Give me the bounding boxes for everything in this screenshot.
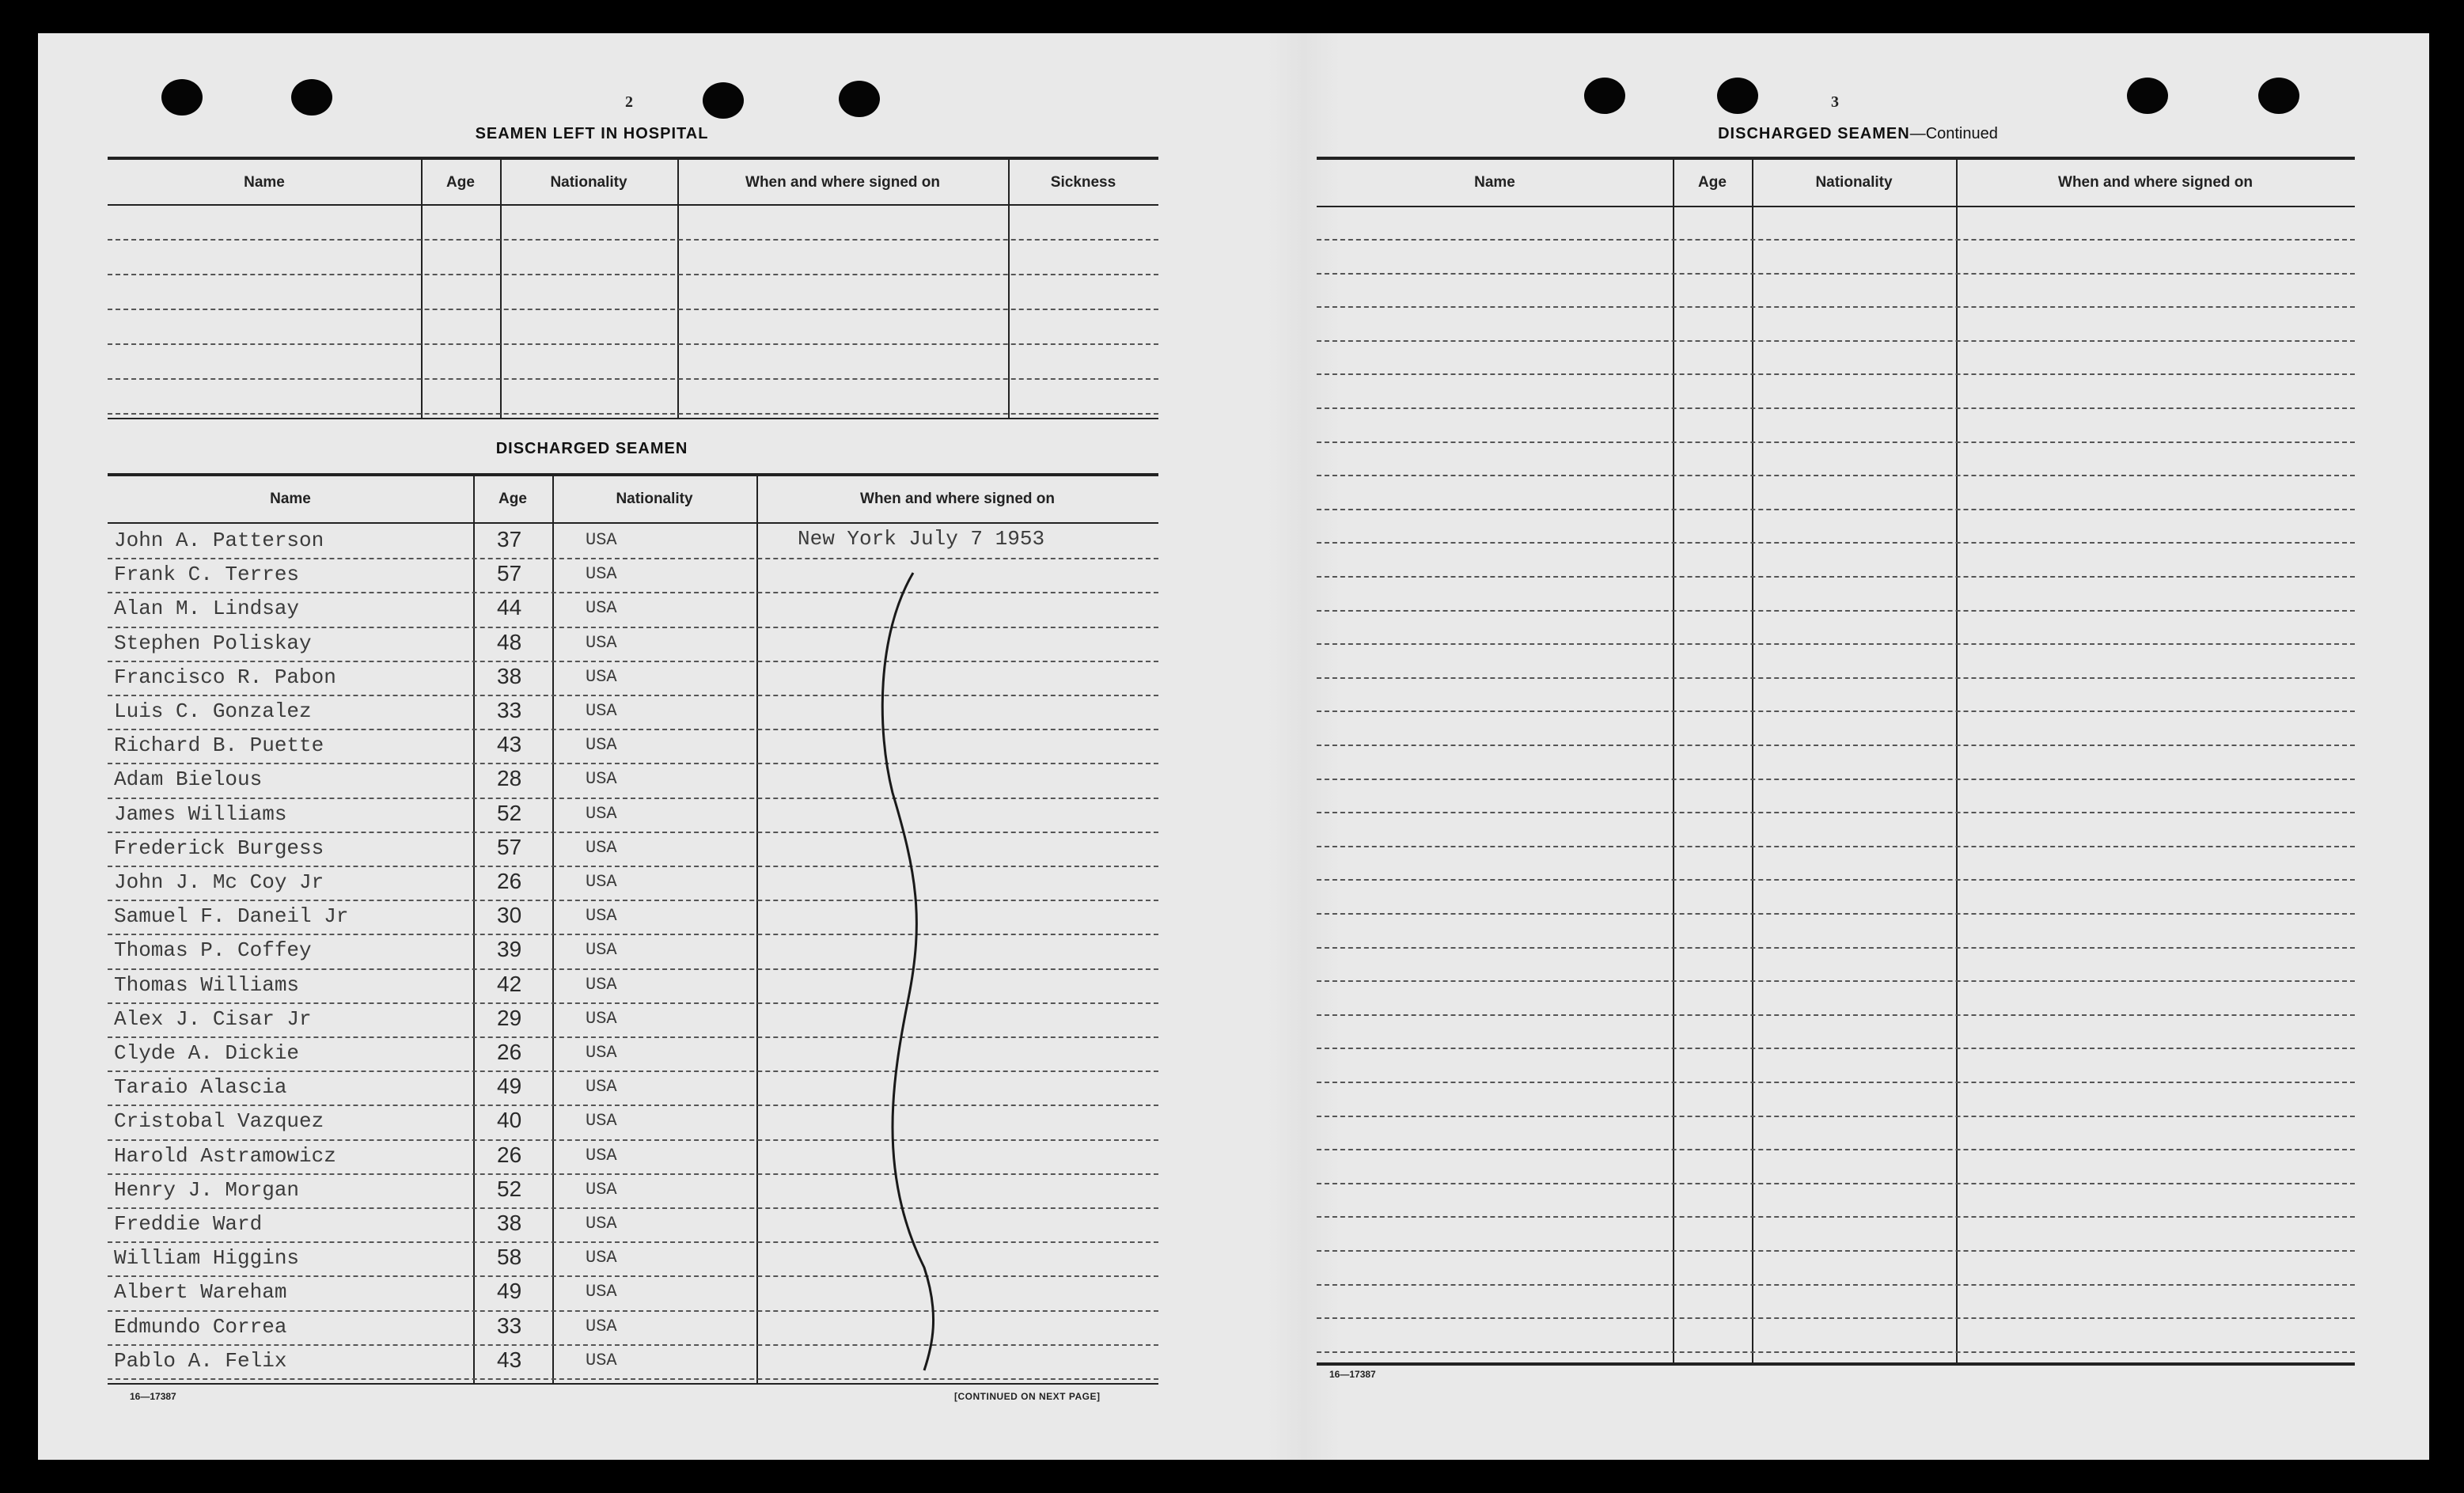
seaman-age: 57 bbox=[497, 834, 522, 859]
row-rule bbox=[1317, 306, 2355, 308]
seaman-name: Stephen Poliskay bbox=[114, 631, 312, 655]
seaman-age: 48 bbox=[497, 629, 522, 654]
row-rule bbox=[1317, 340, 2355, 342]
seaman-age: 38 bbox=[497, 1211, 522, 1235]
row-rule bbox=[1317, 273, 2355, 275]
seaman-age: 43 bbox=[497, 1347, 522, 1372]
seaman-name: Pablo A. Felix bbox=[114, 1348, 287, 1373]
seaman-nationality: USA bbox=[586, 735, 617, 756]
seaman-nationality: USA bbox=[586, 803, 617, 824]
seaman-name: Frank C. Terres bbox=[114, 563, 300, 587]
seaman-age: 26 bbox=[497, 869, 522, 893]
ditto-line bbox=[882, 573, 933, 1370]
row-rule bbox=[1317, 475, 2355, 476]
seaman-age: 39 bbox=[497, 937, 522, 962]
row-rule bbox=[1317, 1082, 2355, 1083]
row-rule bbox=[1317, 913, 2355, 915]
seaman-nationality: USA bbox=[586, 598, 617, 619]
row-rule bbox=[1317, 1116, 2355, 1117]
seaman-name: Luis C. Gonzalez bbox=[114, 699, 312, 723]
column-header: Name bbox=[1474, 174, 1515, 191]
seaman-nationality: USA bbox=[586, 1077, 617, 1097]
row-rule bbox=[1317, 711, 2355, 712]
seaman-nationality: USA bbox=[586, 974, 617, 995]
row-rule bbox=[1317, 1014, 2355, 1016]
seaman-nationality: USA bbox=[586, 564, 617, 585]
seaman-name: Harold Astramowicz bbox=[114, 1143, 336, 1168]
signed-on-entry: New York July 7 1953 bbox=[798, 527, 1045, 551]
seaman-name: Cristobal Vazquez bbox=[114, 1109, 324, 1134]
column-header: Age bbox=[498, 491, 527, 507]
seaman-nationality: USA bbox=[586, 1214, 617, 1233]
row-rule bbox=[1317, 509, 2355, 510]
column-header: Nationality bbox=[616, 491, 693, 507]
seaman-nationality: USA bbox=[586, 1316, 617, 1336]
continued-section-title bbox=[1510, 125, 2206, 143]
seaman-name: Alan M. Lindsay bbox=[114, 597, 300, 621]
document-sheet bbox=[38, 33, 2429, 1460]
seaman-nationality: USA bbox=[586, 666, 617, 687]
row-rule bbox=[1317, 373, 2355, 375]
seaman-nationality: USA bbox=[586, 940, 617, 961]
seaman-age: 58 bbox=[497, 1245, 522, 1270]
discharged-section-title: DISCHARGED SEAMEN bbox=[495, 440, 688, 457]
seaman-age: 57 bbox=[497, 561, 522, 586]
seaman-name: Taraio Alascia bbox=[114, 1075, 287, 1100]
seaman-nationality: USA bbox=[586, 632, 617, 653]
seaman-name: Samuel F. Daneil Jr bbox=[114, 904, 349, 929]
form-number-right: 16—17387 bbox=[1329, 1369, 1376, 1380]
seaman-name: William Higgins bbox=[114, 1246, 300, 1271]
seaman-name: James Williams bbox=[114, 801, 287, 826]
row-rule bbox=[1317, 779, 2355, 780]
column-header: Name bbox=[270, 491, 311, 507]
row-rule bbox=[1317, 846, 2355, 847]
row-rule bbox=[1317, 745, 2355, 746]
seaman-name: John J. Mc Coy Jr bbox=[114, 870, 324, 894]
row-rule bbox=[1317, 980, 2355, 982]
row-rule bbox=[1317, 542, 2355, 544]
row-rule bbox=[1317, 407, 2355, 409]
seaman-name: Edmundo Correa bbox=[114, 1314, 287, 1339]
row-rule bbox=[1317, 1048, 2355, 1049]
seaman-name: Thomas P. Coffey bbox=[114, 938, 312, 963]
row-rule bbox=[1317, 1216, 2355, 1218]
column-divider bbox=[1956, 157, 1958, 1362]
row-rule bbox=[1317, 610, 2355, 612]
row-rule bbox=[1317, 879, 2355, 881]
seaman-name: Albert Wareham bbox=[114, 1280, 287, 1305]
seaman-name: Henry J. Morgan bbox=[114, 1177, 300, 1202]
seaman-age: 26 bbox=[497, 1040, 522, 1064]
column-header: Nationality bbox=[550, 174, 627, 191]
seaman-name: John A. Patterson bbox=[114, 529, 324, 552]
row-rule bbox=[1317, 677, 2355, 679]
table-bottom-rule bbox=[1317, 1362, 2355, 1366]
row-rule bbox=[1317, 1149, 2355, 1150]
seaman-age: 44 bbox=[497, 595, 522, 620]
row-rule bbox=[1317, 1250, 2355, 1252]
column-divider bbox=[1673, 157, 1674, 1362]
row-rule bbox=[1317, 239, 2355, 241]
hospital-section-title: SEAMEN LEFT IN HOSPITAL bbox=[475, 125, 709, 142]
row-rule bbox=[1317, 812, 2355, 813]
seaman-name: Frederick Burgess bbox=[114, 836, 324, 860]
seaman-age: 40 bbox=[497, 1108, 522, 1133]
seaman-age: 37 bbox=[497, 527, 522, 551]
seaman-name: Thomas Williams bbox=[114, 972, 300, 997]
page-number-left: 2 bbox=[625, 93, 633, 111]
seaman-age: 52 bbox=[497, 1176, 522, 1201]
seaman-nationality: USA bbox=[586, 1008, 617, 1029]
column-header: Nationality bbox=[1815, 174, 1893, 191]
seaman-age: 30 bbox=[497, 903, 522, 928]
row-rule bbox=[1317, 1284, 2355, 1286]
seaman-nationality: USA bbox=[586, 1350, 617, 1370]
continued-title-main: DISCHARGED SEAMEN bbox=[1718, 125, 1910, 142]
table-top-rule bbox=[1317, 157, 2355, 160]
ditto-stroke bbox=[38, 33, 2429, 1460]
row-rule bbox=[1317, 441, 2355, 443]
seaman-age: 33 bbox=[497, 1313, 522, 1338]
seaman-name: Richard B. Puette bbox=[114, 733, 324, 758]
seaman-nationality: USA bbox=[586, 1179, 617, 1199]
seaman-nationality: USA bbox=[586, 906, 617, 926]
row-rule bbox=[1317, 1351, 2355, 1353]
seaman-name: Alex J. Cisar Jr bbox=[114, 1006, 312, 1031]
row-rule bbox=[1317, 1183, 2355, 1184]
seaman-age: 52 bbox=[497, 800, 522, 825]
continued-note: [CONTINUED ON NEXT PAGE] bbox=[954, 1391, 1101, 1402]
seaman-nationality: USA bbox=[586, 769, 617, 790]
seaman-name: Adam Bielous bbox=[114, 767, 263, 792]
continued-title-suffix: —Continued bbox=[1909, 125, 1998, 142]
form-number-left: 16—17387 bbox=[130, 1391, 176, 1402]
seaman-age: 42 bbox=[497, 971, 522, 996]
page-number-right: 3 bbox=[1831, 93, 1839, 111]
seaman-nationality: USA bbox=[586, 1248, 617, 1268]
seaman-nationality: USA bbox=[586, 1111, 617, 1131]
column-header: When and where signed on bbox=[2058, 174, 2253, 191]
seaman-nationality: USA bbox=[586, 701, 617, 721]
seaman-nationality: USA bbox=[586, 1043, 617, 1063]
column-header: When and where signed on bbox=[860, 491, 1055, 507]
seaman-name: Freddie Ward bbox=[114, 1212, 263, 1236]
column-divider bbox=[1752, 157, 1753, 1362]
seaman-nationality: USA bbox=[586, 837, 617, 858]
seaman-age: 26 bbox=[497, 1142, 522, 1167]
seaman-age: 38 bbox=[497, 663, 522, 688]
row-rule bbox=[1317, 1317, 2355, 1319]
column-header: Sickness bbox=[1050, 174, 1116, 191]
row-rule bbox=[1317, 947, 2355, 949]
seaman-age: 29 bbox=[497, 1005, 522, 1030]
column-header: Name bbox=[244, 174, 285, 191]
seaman-nationality: USA bbox=[586, 530, 617, 550]
seaman-nationality: USA bbox=[586, 1145, 617, 1165]
seaman-age: 43 bbox=[497, 732, 522, 757]
column-header: When and where signed on bbox=[745, 174, 940, 191]
seaman-age: 49 bbox=[497, 1074, 522, 1099]
column-header: Age bbox=[446, 174, 475, 191]
seaman-name: Francisco R. Pabon bbox=[114, 665, 336, 689]
seaman-nationality: USA bbox=[586, 872, 617, 892]
seaman-name: Clyde A. Dickie bbox=[114, 1041, 300, 1065]
row-rule bbox=[1317, 576, 2355, 578]
seaman-nationality: USA bbox=[586, 1282, 617, 1302]
seaman-age: 28 bbox=[497, 766, 522, 791]
seaman-age: 33 bbox=[497, 698, 522, 722]
row-rule bbox=[1317, 643, 2355, 645]
header-rule bbox=[1317, 206, 2355, 207]
seaman-age: 49 bbox=[497, 1279, 522, 1304]
column-header: Age bbox=[1698, 174, 1727, 191]
